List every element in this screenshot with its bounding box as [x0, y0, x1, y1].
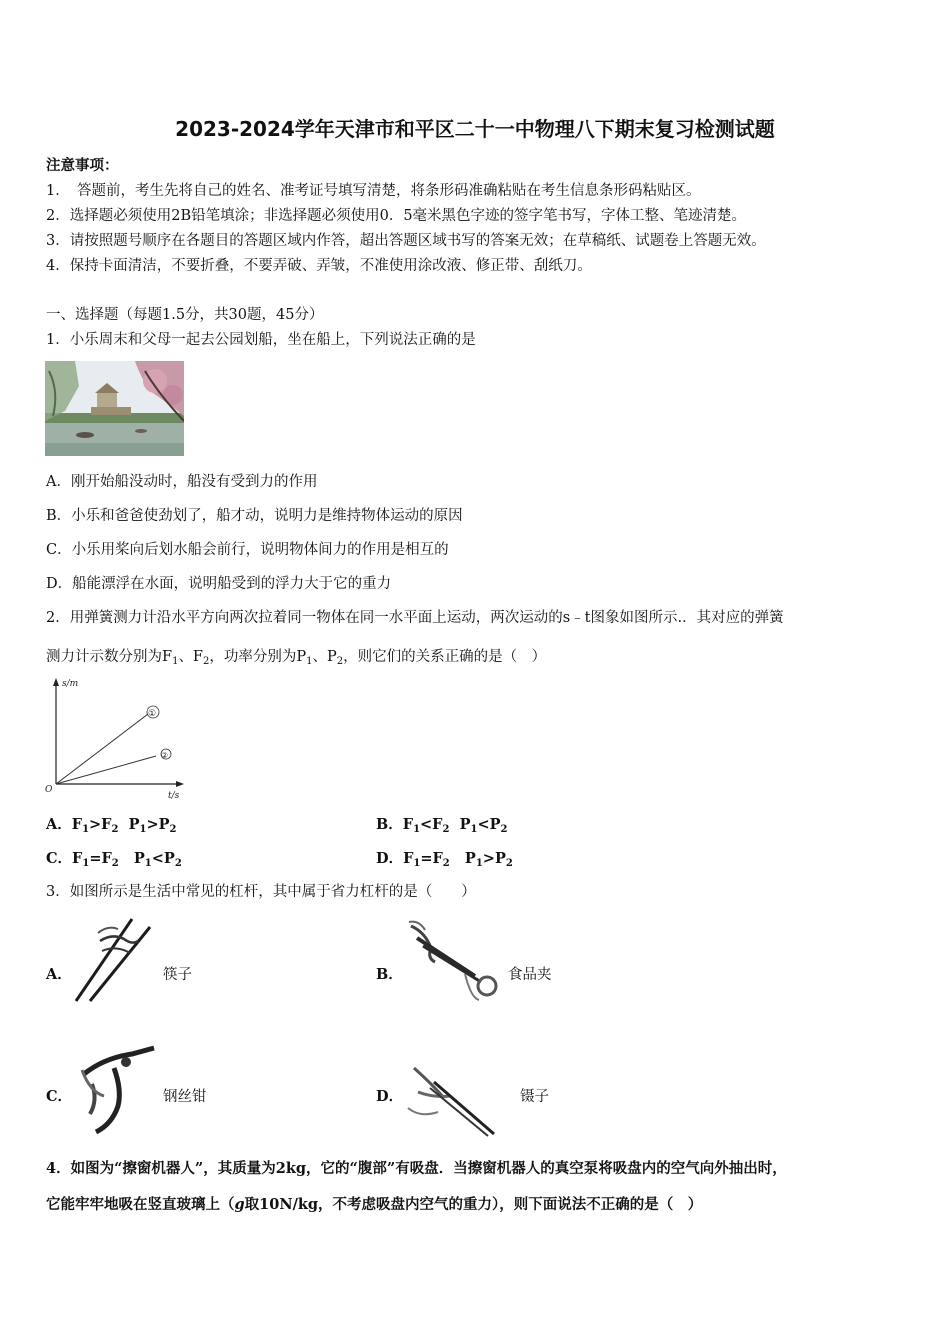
graph-line2-label: ② [161, 751, 169, 760]
question-2-option-b [376, 813, 507, 835]
option-letter: A． [46, 966, 72, 983]
var-p: P [128, 816, 140, 833]
s-t-graph [42, 674, 187, 800]
relation: =F [420, 850, 443, 867]
subscript: 1 [139, 824, 147, 835]
option-letter: D． [376, 850, 404, 867]
subscript: 2 [336, 656, 344, 667]
var-f: F [403, 850, 414, 867]
subscript: 1 [82, 824, 90, 835]
question-2-option-d [376, 847, 513, 869]
question-1-option: D．船能漂浮在水面，说明船受到的浮力大于它的重力 [46, 576, 392, 592]
var-p: P [459, 816, 471, 833]
q4-text: 取10N/kg，不考虑吸盘内空气的重力），则下面说法不正确的是（ ） [244, 1196, 703, 1213]
option-letter: B． [376, 816, 403, 833]
var-f: F [71, 816, 83, 833]
subscript: 2 [505, 858, 513, 869]
graph-origin: O [45, 785, 53, 795]
var-f: F [72, 850, 83, 867]
question-1-stem: 1．小乐周末和父母一起去公园划船，坐在船上，下列说法正确的是 [46, 332, 476, 348]
var-f: F [402, 816, 414, 833]
food-tongs-icon [405, 918, 500, 1004]
q4-symbol-g: g [234, 1196, 245, 1213]
question-1-option: C．小乐用桨向后划水船会前行，说明物体间力的作用是相互的 [46, 542, 449, 558]
subscript: 1 [144, 858, 152, 869]
relation: >F [89, 816, 112, 833]
option-letter: D． [376, 1088, 404, 1105]
page-title: 2023-2024学年天津市和平区二十一中物理八下期末复习检测试题 [175, 117, 775, 141]
question-1-option: B．小乐和爸爸使劲划了，船才动，说明力是维持物体运动的原因 [46, 508, 463, 524]
relation: >P [482, 850, 506, 867]
subscript: 2 [203, 656, 210, 667]
notice-item: 4．保持卡面清洁，不要折叠，不要弄破、弄皱，不准使用涂改液、修正带、刮纸刀。 [46, 258, 592, 274]
option-label: 食品夹 [508, 967, 552, 983]
subscript: 2 [500, 824, 508, 835]
q2-text: 、F [178, 649, 203, 665]
subscript: 2 [111, 824, 119, 835]
q2-text: ，则它们的关系正确的是（ ） [343, 649, 547, 665]
option-letter: B． [376, 966, 403, 983]
q2-text: 测力计示数分别为F [46, 649, 173, 665]
park-boat-photo [45, 361, 184, 456]
subscript: 1 [172, 656, 179, 667]
subscript: 2 [111, 858, 119, 869]
question-2-stem: 2．用弹簧测力计沿水平方向两次拉着同一物体在同一水平面上运动，两次运动的s﹣t图象如图所示.．其对应的弹簧 [46, 610, 784, 626]
option-label: 钢丝钳 [163, 1089, 207, 1105]
question-2-option-c [46, 847, 182, 869]
subscript: 1 [82, 858, 90, 869]
subscript: 1 [306, 656, 313, 667]
question-4-stem: 4．如图为“擦窗机器人”，其质量为2kg，它的“腹部”有吸盘．当擦窗机器人的真空泵将吸盘内的空气向外抽出时， [46, 1160, 787, 1177]
graph-xlabel: t/s [168, 791, 180, 800]
option-letter: C． [46, 850, 73, 867]
subscript: 2 [174, 858, 182, 869]
option-label: 筷子 [163, 967, 192, 983]
subscript: 2 [442, 824, 450, 835]
pliers-icon [74, 1044, 160, 1136]
option-letter: A． [46, 816, 72, 833]
section-heading: 一、选择题（每题1.5分，共30题，45分） [46, 307, 324, 323]
notice-heading: 注意事项： [46, 157, 119, 174]
q4-text: 它能牢牢地吸在竖直玻璃上（ [46, 1196, 235, 1213]
subscript: 1 [470, 824, 478, 835]
q2-text: 、P [312, 649, 337, 665]
question-3-stem: 3．如图所示是生活中常见的杠杆，其中属于省力杠杆的是（ ） [46, 884, 476, 900]
notice-item: 2．选择题必须使用2B铅笔填涂；非选择题必须使用0．5毫米黑色字迹的签字笔书写，字体工整、笔迹清楚。 [46, 208, 747, 224]
option-letter: C． [46, 1088, 73, 1105]
relation: =F [89, 850, 112, 867]
var-p: P [464, 850, 476, 867]
question-4-stem-2 [46, 1193, 702, 1214]
option-label: 镊子 [520, 1089, 549, 1105]
subscript: 2 [442, 858, 450, 869]
var-p: P [133, 850, 145, 867]
question-2-option-a [46, 813, 176, 835]
q2-text: ，功率分别为P [209, 649, 307, 665]
relation: >P [146, 816, 170, 833]
subscript: 1 [413, 858, 421, 869]
subscript: 2 [169, 824, 177, 835]
relation: <F [420, 816, 443, 833]
question-1-option: A．刚开始船没动时，船没有受到力的作用 [46, 474, 318, 490]
graph-ylabel: s/m [62, 679, 79, 689]
notice-item: 1． 答题前，考生先将自己的姓名、准考证号填写清楚，将条形码准确粘贴在考生信息条形码粘贴区。 [46, 183, 701, 199]
subscript: 1 [413, 824, 421, 835]
tweezers-icon [404, 1058, 499, 1140]
relation: <P [151, 850, 175, 867]
graph-line1-label: ① [148, 709, 157, 719]
question-2-stem-2 [46, 645, 546, 667]
subscript: 1 [475, 858, 483, 869]
notice-item: 3．请按照题号顺序在各题目的答题区域内作答，超出答题区域书写的答案无效；在草稿纸、试题卷上答题无效。 [46, 233, 766, 249]
relation: <P [477, 816, 501, 833]
chopsticks-icon [72, 915, 154, 1003]
